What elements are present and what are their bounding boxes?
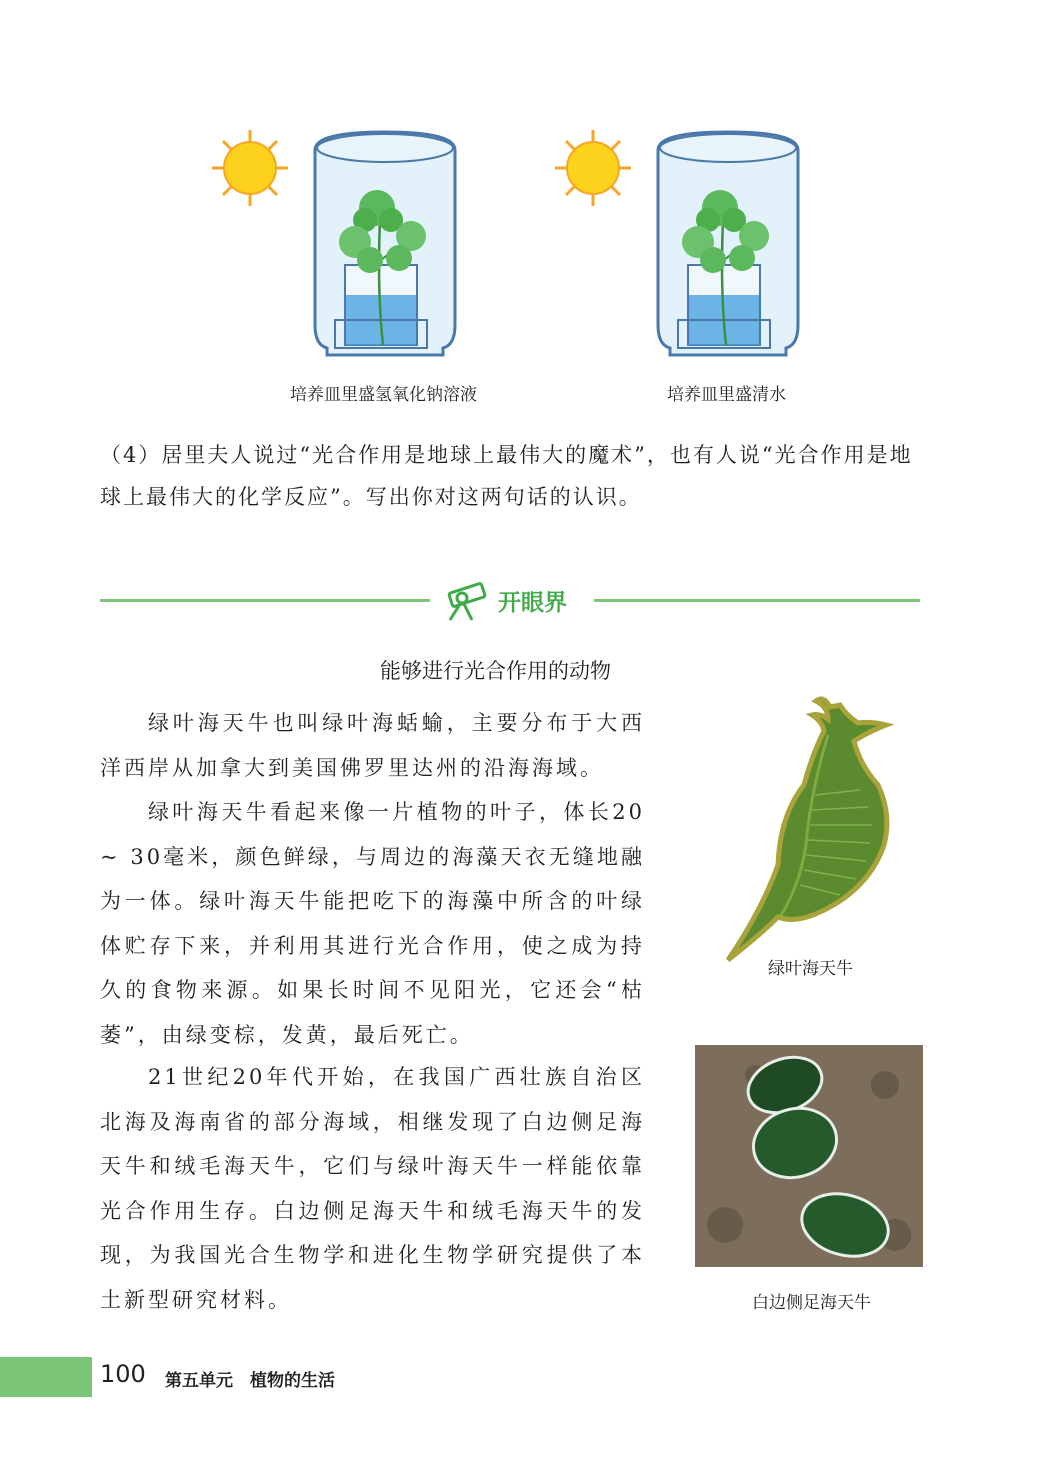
figure-caption-naoh: 培养皿里盛氢氧化钠溶液 — [290, 385, 477, 405]
section-title: 开眼界 — [498, 590, 567, 616]
footer-unit-title: 第五单元 植物的生活 — [165, 1371, 335, 1391]
footer-accent-bar — [0, 1357, 92, 1397]
photo-caption-white-edged-sea-slug: 白边侧足海天牛 — [752, 1293, 871, 1313]
photo-green-sea-slug — [720, 695, 900, 965]
photo-caption-green-sea-slug: 绿叶海天牛 — [768, 959, 853, 979]
article-title: 能够进行光合作用的动物 — [380, 659, 611, 683]
sun-icon — [555, 130, 631, 206]
sun-icon — [212, 130, 288, 206]
article-paragraph-2: 绿叶海天牛看起来像一片植物的叶子，体长20 ~ 30毫米，颜色鲜绿，与周边的海藻天衣无缝地融为一体。绿叶海天牛能把吃下的海藻中所含的叶绿体贮存下来，并利用其进行光合作用，使之成为持久的食物来源。如果长时间不见阳光，它还会“枯萎”，由绿变棕，发黄，最后死亡。 — [100, 800, 645, 1047]
section-divider-right — [594, 599, 920, 602]
figure-caption-water: 培养皿里盛清水 — [667, 385, 786, 405]
section-divider-left — [100, 599, 430, 602]
experiment-figure-water — [548, 120, 808, 370]
photo-white-edged-sea-slug — [695, 1045, 923, 1267]
question-4: （4）居里夫人说过“光合作用是地球上最伟大的魔术”，也有人说“光合作用是地球上最伟大的化学反应”。写出你对这两句话的认识。 — [100, 443, 913, 509]
article-paragraph-1: 绿叶海天牛也叫绿叶海蛞蝓，主要分布于大西洋西岸从加拿大到美国佛罗里达州的沿海海域。 — [100, 711, 645, 780]
telescope-icon — [440, 578, 492, 622]
experiment-figure-naoh — [205, 120, 465, 370]
page-number: 100 — [100, 1360, 146, 1388]
article-paragraph-3: 21世纪20年代开始，在我国广西壮族自治区北海及海南省的部分海域，相继发现了白边侧足海天牛和绒毛海天牛，它们与绿叶海天牛一样能依靠光合作用生存。白边侧足海天牛和绒毛海天牛的发现，为我国光合生物学和进化生物学研究提供了本土新型研究材料。 — [100, 1065, 645, 1312]
